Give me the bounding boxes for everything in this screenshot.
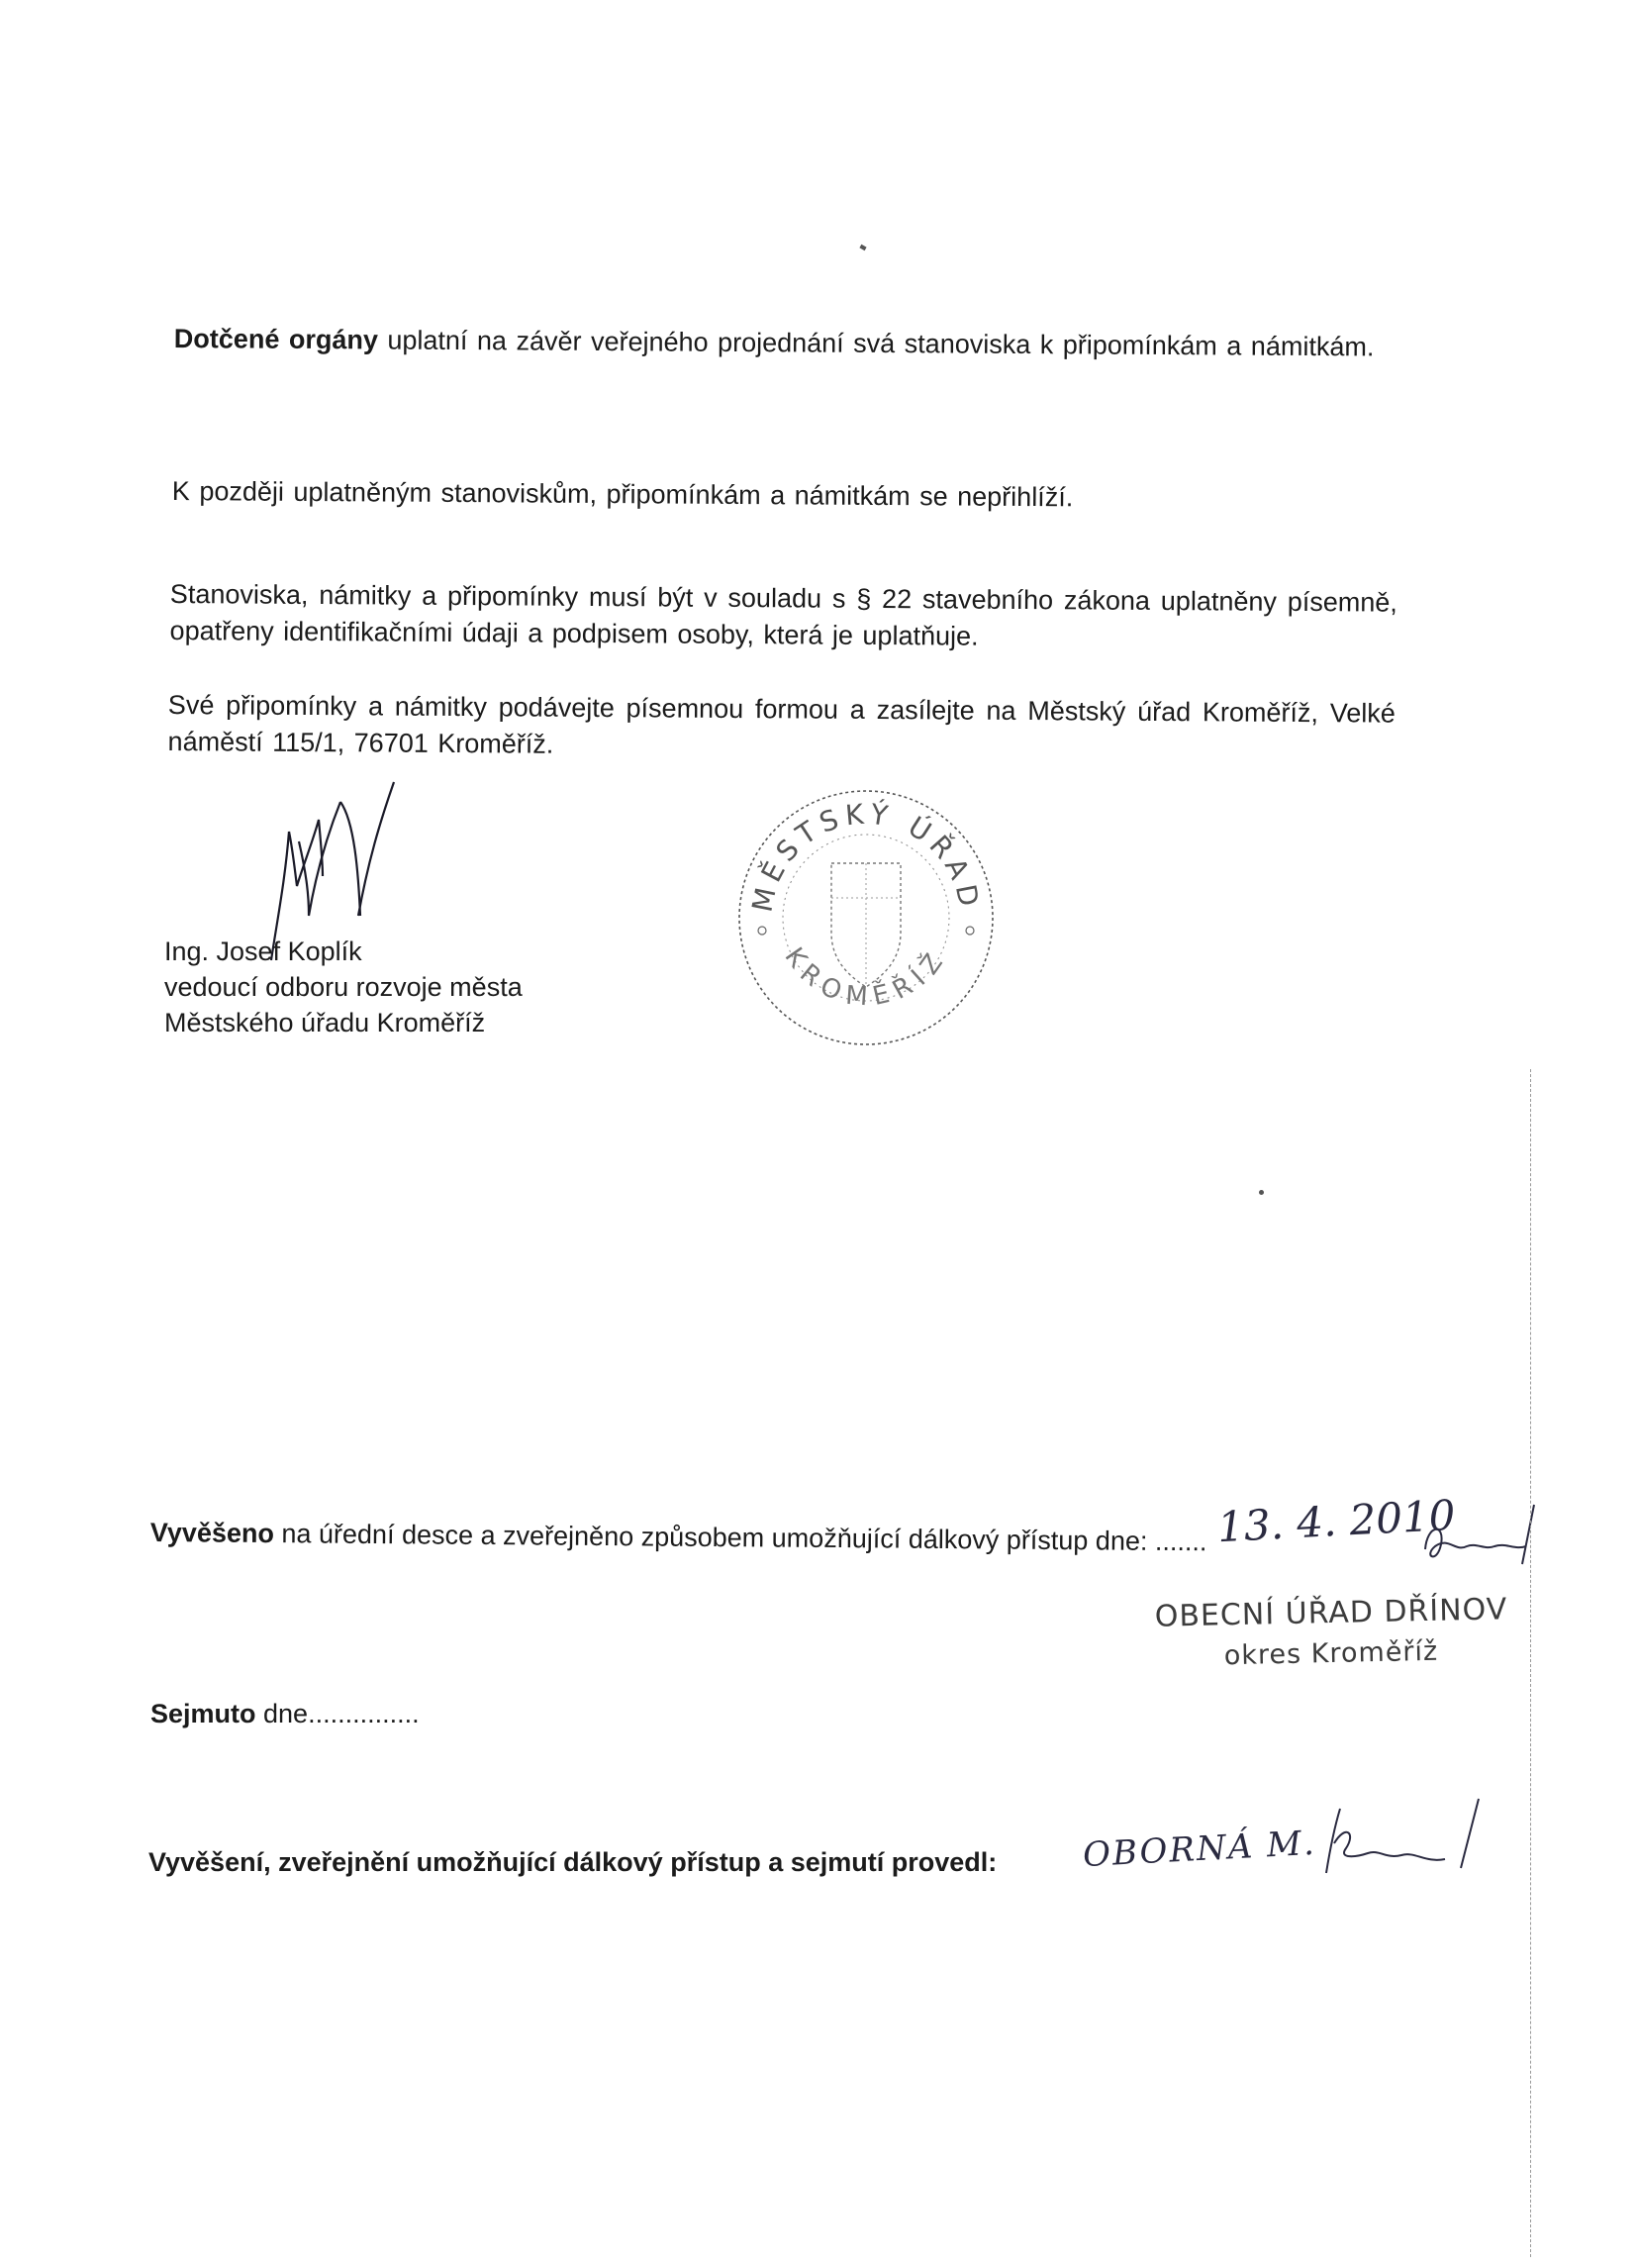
posting-label-bold: Vyvěšeno (149, 1518, 275, 1549)
removal-label-bold: Sejmuto (150, 1699, 256, 1728)
posting-line (150, 1518, 1207, 1557)
posting-label-rest: na úřední desce a zveřejněno způsobem umožňující dálkový přístup dne: (273, 1519, 1156, 1556)
removal-dots: ............... (308, 1699, 420, 1728)
seal-bottom-text: KROMĚŘÍŽ (778, 941, 954, 1013)
posting-handwritten-date: 13. 4. 2010 (1215, 1490, 1457, 1552)
submission-address-text: Své připomínky a námitky podávejte písemnou formou a zasílejte na Městský úřad Kroměříž, Velké náměstí 115/1, 76701 Kroměříž. (167, 689, 1396, 759)
seal-top-text: MĚSTSKÝ ÚŘAD (745, 797, 987, 916)
late-submissions-text: K později uplatněným stanoviskům, připomínkám a námitkám se nepřihlíží. (171, 475, 1074, 513)
signatory-block (164, 934, 523, 1040)
scan-dot (1259, 1190, 1264, 1195)
performed-by-line (148, 1847, 997, 1878)
signatory-role: vedoucí odboru rozvoje města (164, 972, 523, 1002)
office-stamp-name: OBECNÍ ÚŘAD DŘÍNOV (1154, 1592, 1508, 1634)
removal-label-rest: dne (255, 1699, 309, 1728)
signatory-office: Městského úřadu Kroměříž (164, 1008, 486, 1037)
paragraph-affected-authorities (174, 321, 1403, 366)
scan-edge-line (1530, 1069, 1532, 2257)
removal-line (150, 1699, 420, 1729)
scan-speck (859, 245, 866, 250)
svg-text:MĚSTSKÝ ÚŘAD (745, 797, 986, 915)
paragraph-submission-requirements (169, 576, 1396, 658)
affected-authorities-bold: Dotčené orgány (173, 323, 379, 355)
affected-authorities-text: uplatní na závěr veřejného projednání svá stanoviska k připomínkám a námitkám. (377, 325, 1375, 362)
performed-by-handwritten-name: OBORNÁ M. (1082, 1823, 1317, 1876)
paragraph-submission-address (167, 687, 1395, 769)
performed-by-handwritten-signature (1316, 1794, 1494, 1883)
official-round-seal (732, 784, 1000, 1051)
office-stamp (1138, 1592, 1524, 1672)
posting-handwritten-initials (1415, 1495, 1544, 1574)
signatory-name: Ing. Josef Koplík (164, 937, 362, 966)
posting-dots: ....... (1154, 1526, 1207, 1557)
svg-text:KROMĚŘÍŽ (779, 941, 954, 1013)
paragraph-late-submissions (172, 473, 1399, 519)
office-stamp-district: okres Kroměříž (1223, 1635, 1439, 1672)
submission-requirements-text: Stanoviska, námitky a připomínky musí být v souladu s § 22 stavebního zákona uplatněny písemně, opatřeny identifikačními údaji a podpisem osoby, která je uplatňuje. (169, 578, 1397, 651)
performed-by-label: Vyvěšení, zveřejnění umožňující dálkový přístup a sejmutí provedl: (148, 1847, 998, 1877)
